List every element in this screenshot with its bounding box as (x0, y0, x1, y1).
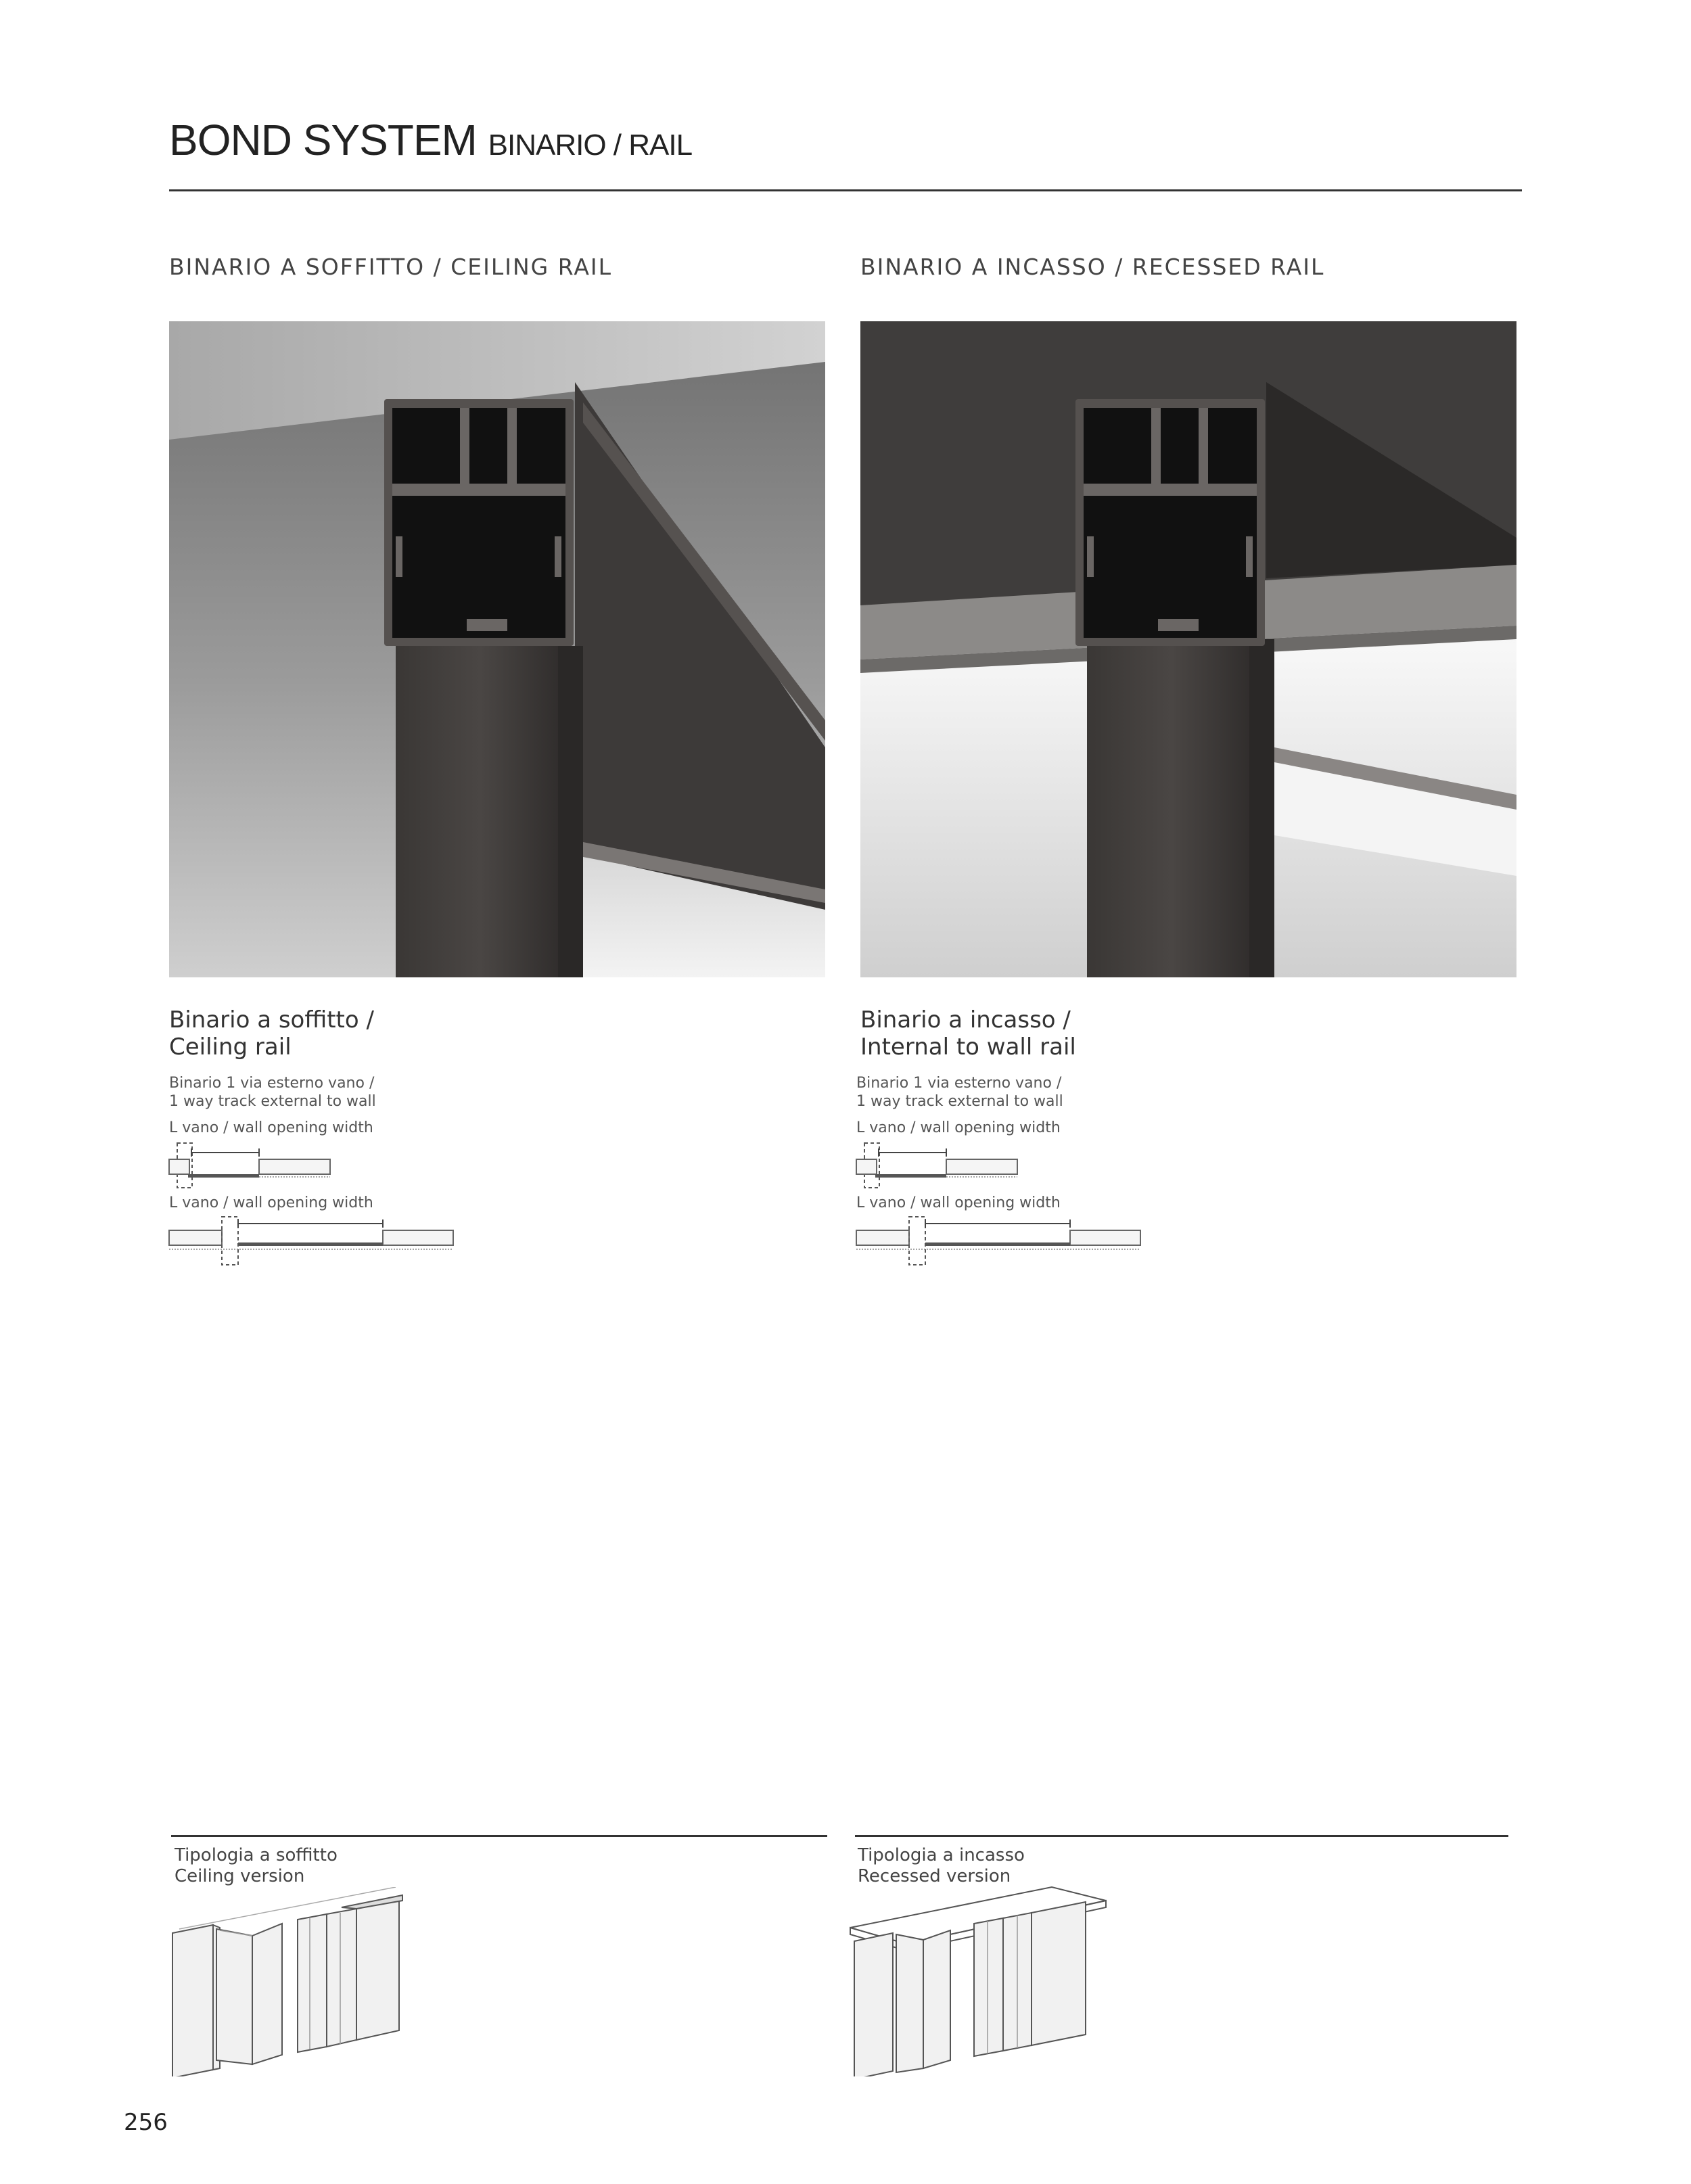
track-line-1: Binario 1 via esterno vano / (856, 1075, 1062, 1092)
page-number: 256 (124, 2109, 168, 2136)
track-line-1: Binario 1 via esterno vano / (169, 1075, 375, 1092)
track-description-recessed (856, 1074, 1063, 1111)
bottom-divider-recessed (855, 1835, 1508, 1837)
rail-diagram-ceiling-2 (168, 1215, 459, 1266)
caption-line-2: Ceiling rail (169, 1033, 292, 1061)
title-divider (169, 189, 1522, 191)
track-line-2: 1 way track external to wall (856, 1093, 1063, 1110)
photo-ceiling-rail (169, 321, 825, 977)
ceiling-version-illustration (166, 1887, 409, 2076)
track-line-2: 1 way track external to wall (169, 1093, 376, 1110)
page-title (169, 115, 692, 165)
caption-title-recessed (860, 1006, 1076, 1061)
recessed-version-illustration (849, 1874, 1119, 2076)
caption-line-1: Binario a incasso / (860, 1006, 1071, 1033)
section-heading-recessed: BINARIO A INCASSO / RECESSED RAIL (860, 254, 1325, 280)
caption-title-ceiling (169, 1006, 374, 1061)
diagram-label-ceiling-1: L vano / wall opening width (169, 1119, 373, 1136)
bottom-line-2: Ceiling version (175, 1866, 305, 1886)
photo-recessed-rail (860, 321, 1516, 977)
bottom-caption-ceiling (175, 1845, 338, 1887)
section-heading-ceiling: BINARIO A SOFFITTO / CEILING RAIL (169, 254, 613, 280)
rail-diagram-recessed-2 (855, 1215, 1146, 1266)
diagram-label-ceiling-2: L vano / wall opening width (169, 1194, 373, 1211)
caption-line-2: Internal to wall rail (860, 1033, 1076, 1061)
caption-line-1: Binario a soffitto / (169, 1006, 374, 1033)
rail-diagram-ceiling-1 (168, 1142, 337, 1189)
bottom-line-2: Recessed version (858, 1866, 1011, 1886)
title-subtitle: BINARIO / RAIL (488, 129, 693, 162)
title-main: BOND SYSTEM (169, 116, 477, 164)
bottom-divider-ceiling (171, 1835, 827, 1837)
track-description-ceiling (169, 1074, 376, 1111)
bottom-line-1: Tipologia a incasso (858, 1845, 1025, 1865)
bottom-line-1: Tipologia a soffitto (175, 1845, 338, 1865)
rail-diagram-recessed-1 (855, 1142, 1024, 1189)
diagram-label-recessed-1: L vano / wall opening width (856, 1119, 1061, 1136)
diagram-label-recessed-2: L vano / wall opening width (856, 1194, 1061, 1211)
